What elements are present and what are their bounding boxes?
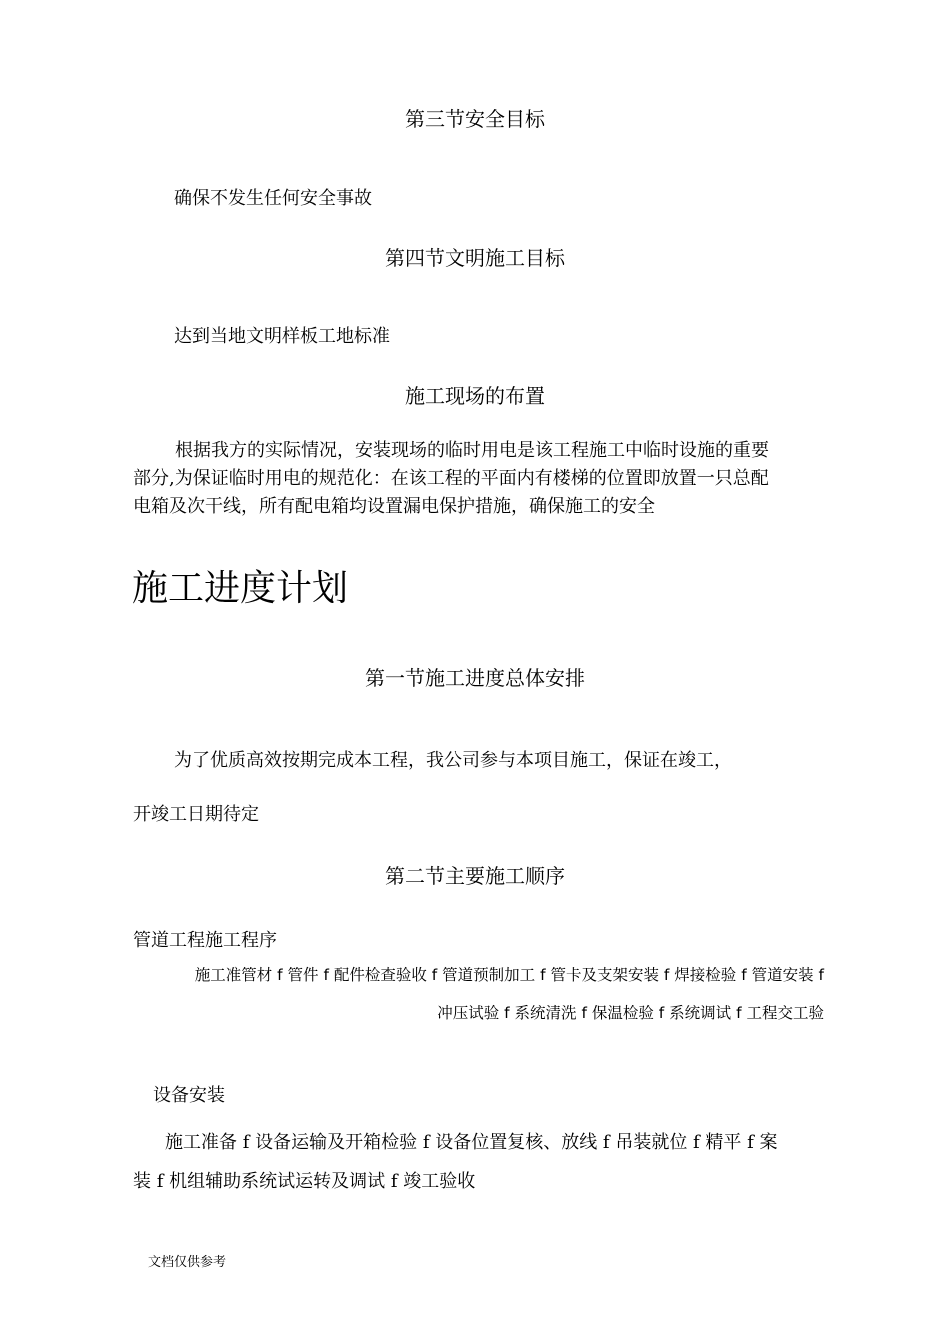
site-layout-heading: 施工现场的布置 [405, 384, 545, 408]
schedule-text-line2: 开竣工日期待定 [133, 804, 259, 825]
paragraph-line: 部分,为保证临时用电的规范化：在该工程的平面内有楼梯的位置即放置一只总配 [133, 468, 769, 489]
site-layout-paragraph [133, 437, 818, 521]
equipment-heading: 设备安装 [153, 1085, 225, 1106]
equipment-sequence-line2: 装 f 机组辅助系统试运转及调试 f 竣工验收 [133, 1171, 476, 1192]
section4-text: 达到当地文明样板工地标准 [174, 326, 390, 347]
piping-heading: 管道工程施工程序 [133, 930, 277, 951]
equipment-sequence-line1: 施工准备 f 设备运输及开箱检验 f 设备位置复核、放线 f 吊装就位 f 精平 f 案 [165, 1132, 778, 1153]
paragraph-line: 电箱及次干线，所有配电箱均设置漏电保护措施，确保施工的安全 [133, 496, 655, 517]
sequence-section-heading: 第二节主要施工顺序 [385, 864, 565, 888]
footer-note: 文档仅供参考 [148, 1255, 227, 1270]
schedule-section-heading: 第一节施工进度总体安排 [365, 666, 585, 690]
piping-sequence-line2: 冲压试验 f 系统清洗 f 保温检验 f 系统调试 f 工程交工验 [437, 1004, 824, 1022]
section3-heading: 第三节安全目标 [405, 107, 545, 131]
paragraph-line: 根据我方的实际情况，安装现场的临时用电是该工程施工中临时设施的重要 [175, 440, 769, 461]
schedule-text-line1: 为了优质高效按期完成本工程，我公司参与本项目施工，保证在竣工， [174, 750, 732, 771]
section3-text: 确保不发生任何安全事故 [174, 188, 372, 209]
chapter-title: 施工进度计划 [132, 568, 349, 609]
piping-sequence-line1: 施工准管材 f 管件 f 配件检查验收 f 管道预制加工 f 管卡及支架安装 f 焊接检验 f 管道安装 f [194, 966, 824, 984]
section4-heading: 第四节文明施工目标 [385, 246, 565, 270]
